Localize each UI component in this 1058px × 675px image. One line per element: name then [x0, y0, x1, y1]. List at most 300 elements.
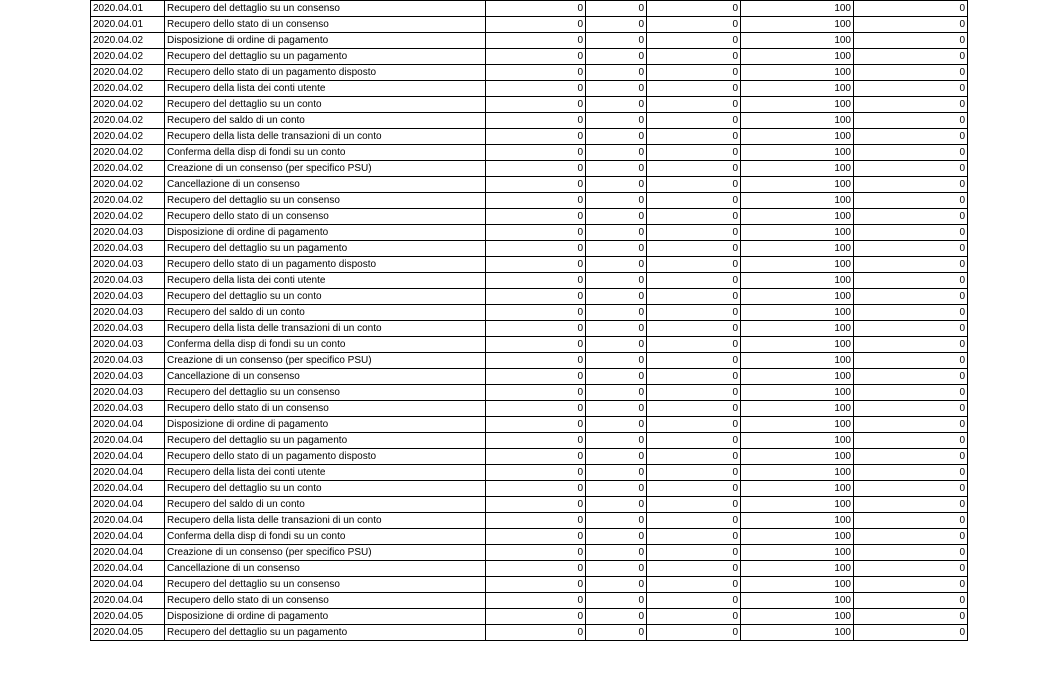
description-cell: Recupero della lista delle transazioni di un conto — [165, 129, 486, 145]
value-cell-4: 100 — [741, 465, 854, 481]
value-cell-3: 0 — [647, 97, 741, 113]
date-cell: 2020.04.01 — [91, 17, 165, 33]
date-cell: 2020.04.02 — [91, 65, 165, 81]
value-cell-2: 0 — [586, 593, 647, 609]
value-cell-1: 0 — [486, 65, 586, 81]
value-cell-1: 0 — [486, 305, 586, 321]
value-cell-2: 0 — [586, 193, 647, 209]
value-cell-3: 0 — [647, 561, 741, 577]
value-cell-4: 100 — [741, 401, 854, 417]
description-cell: Recupero dello stato di un consenso — [165, 593, 486, 609]
table-row — [91, 593, 968, 609]
value-cell-4: 100 — [741, 369, 854, 385]
value-cell-3: 0 — [647, 625, 741, 641]
date-cell: 2020.04.04 — [91, 497, 165, 513]
description-cell: Conferma della disp di fondi su un conto — [165, 337, 486, 353]
value-cell-2: 0 — [586, 145, 647, 161]
value-cell-5: 0 — [854, 305, 968, 321]
value-cell-3: 0 — [647, 33, 741, 49]
date-cell: 2020.04.02 — [91, 97, 165, 113]
value-cell-4: 100 — [741, 609, 854, 625]
value-cell-4: 100 — [741, 337, 854, 353]
value-cell-1: 0 — [486, 417, 586, 433]
table-row — [91, 17, 968, 33]
value-cell-5: 0 — [854, 113, 968, 129]
value-cell-1: 0 — [486, 145, 586, 161]
value-cell-3: 0 — [647, 609, 741, 625]
value-cell-1: 0 — [486, 465, 586, 481]
value-cell-5: 0 — [854, 321, 968, 337]
value-cell-2: 0 — [586, 113, 647, 129]
date-cell: 2020.04.03 — [91, 241, 165, 257]
date-cell: 2020.04.04 — [91, 465, 165, 481]
value-cell-1: 0 — [486, 609, 586, 625]
value-cell-5: 0 — [854, 385, 968, 401]
value-cell-4: 100 — [741, 577, 854, 593]
description-cell: Recupero del dettaglio su un conto — [165, 481, 486, 497]
value-cell-1: 0 — [486, 529, 586, 545]
value-cell-2: 0 — [586, 209, 647, 225]
value-cell-4: 100 — [741, 353, 854, 369]
value-cell-4: 100 — [741, 529, 854, 545]
value-cell-5: 0 — [854, 497, 968, 513]
date-cell: 2020.04.02 — [91, 113, 165, 129]
table-row — [91, 369, 968, 385]
value-cell-4: 100 — [741, 305, 854, 321]
date-cell: 2020.04.03 — [91, 401, 165, 417]
table-row — [91, 353, 968, 369]
value-cell-1: 0 — [486, 97, 586, 113]
value-cell-4: 100 — [741, 449, 854, 465]
value-cell-2: 0 — [586, 545, 647, 561]
table-row — [91, 337, 968, 353]
value-cell-4: 100 — [741, 545, 854, 561]
value-cell-5: 0 — [854, 433, 968, 449]
value-cell-3: 0 — [647, 257, 741, 273]
value-cell-1: 0 — [486, 433, 586, 449]
value-cell-4: 100 — [741, 241, 854, 257]
value-cell-3: 0 — [647, 353, 741, 369]
value-cell-2: 0 — [586, 161, 647, 177]
date-cell: 2020.04.02 — [91, 193, 165, 209]
description-cell: Recupero dello stato di un consenso — [165, 401, 486, 417]
value-cell-1: 0 — [486, 577, 586, 593]
value-cell-4: 100 — [741, 161, 854, 177]
value-cell-1: 0 — [486, 81, 586, 97]
value-cell-5: 0 — [854, 17, 968, 33]
value-cell-3: 0 — [647, 593, 741, 609]
value-cell-2: 0 — [586, 241, 647, 257]
table-row — [91, 81, 968, 97]
value-cell-3: 0 — [647, 417, 741, 433]
table-row — [91, 385, 968, 401]
value-cell-3: 0 — [647, 369, 741, 385]
value-cell-5: 0 — [854, 225, 968, 241]
value-cell-2: 0 — [586, 481, 647, 497]
value-cell-2: 0 — [586, 17, 647, 33]
value-cell-4: 100 — [741, 321, 854, 337]
value-cell-2: 0 — [586, 385, 647, 401]
table-row — [91, 465, 968, 481]
value-cell-5: 0 — [854, 145, 968, 161]
description-cell: Conferma della disp di fondi su un conto — [165, 145, 486, 161]
value-cell-3: 0 — [647, 321, 741, 337]
value-cell-3: 0 — [647, 129, 741, 145]
value-cell-2: 0 — [586, 497, 647, 513]
value-cell-5: 0 — [854, 609, 968, 625]
date-cell: 2020.04.02 — [91, 81, 165, 97]
value-cell-5: 0 — [854, 33, 968, 49]
value-cell-3: 0 — [647, 305, 741, 321]
value-cell-5: 0 — [854, 65, 968, 81]
description-cell: Disposizione di ordine di pagamento — [165, 33, 486, 49]
value-cell-2: 0 — [586, 321, 647, 337]
value-cell-1: 0 — [486, 513, 586, 529]
value-cell-1: 0 — [486, 545, 586, 561]
value-cell-5: 0 — [854, 337, 968, 353]
description-cell: Recupero del dettaglio su un pagamento — [165, 241, 486, 257]
table-row — [91, 545, 968, 561]
value-cell-4: 100 — [741, 1, 854, 17]
value-cell-4: 100 — [741, 225, 854, 241]
date-cell: 2020.04.03 — [91, 385, 165, 401]
date-cell: 2020.04.03 — [91, 369, 165, 385]
value-cell-1: 0 — [486, 289, 586, 305]
value-cell-3: 0 — [647, 497, 741, 513]
value-cell-4: 100 — [741, 129, 854, 145]
date-cell: 2020.04.04 — [91, 481, 165, 497]
value-cell-1: 0 — [486, 193, 586, 209]
table-row — [91, 145, 968, 161]
description-cell: Disposizione di ordine di pagamento — [165, 225, 486, 241]
value-cell-3: 0 — [647, 545, 741, 561]
description-cell: Recupero del saldo di un conto — [165, 113, 486, 129]
table-row — [91, 401, 968, 417]
description-cell: Creazione di un consenso (per specifico PSU) — [165, 353, 486, 369]
description-cell: Cancellazione di un consenso — [165, 561, 486, 577]
description-cell: Disposizione di ordine di pagamento — [165, 417, 486, 433]
value-cell-3: 0 — [647, 513, 741, 529]
table-row — [91, 161, 968, 177]
table-row — [91, 257, 968, 273]
value-cell-5: 0 — [854, 369, 968, 385]
table-row — [91, 33, 968, 49]
description-cell: Recupero del dettaglio su un consenso — [165, 577, 486, 593]
value-cell-4: 100 — [741, 481, 854, 497]
value-cell-2: 0 — [586, 465, 647, 481]
value-cell-2: 0 — [586, 257, 647, 273]
date-cell: 2020.04.03 — [91, 257, 165, 273]
value-cell-1: 0 — [486, 161, 586, 177]
value-cell-5: 0 — [854, 417, 968, 433]
date-cell: 2020.04.02 — [91, 177, 165, 193]
value-cell-1: 0 — [486, 561, 586, 577]
value-cell-5: 0 — [854, 449, 968, 465]
value-cell-5: 0 — [854, 465, 968, 481]
value-cell-5: 0 — [854, 545, 968, 561]
description-cell: Recupero del dettaglio su un pagamento — [165, 433, 486, 449]
table-row — [91, 97, 968, 113]
value-cell-4: 100 — [741, 593, 854, 609]
value-cell-2: 0 — [586, 353, 647, 369]
table-row — [91, 449, 968, 465]
date-cell: 2020.04.04 — [91, 433, 165, 449]
value-cell-3: 0 — [647, 65, 741, 81]
table-row — [91, 177, 968, 193]
value-cell-5: 0 — [854, 481, 968, 497]
table-row — [91, 305, 968, 321]
date-cell: 2020.04.01 — [91, 1, 165, 17]
description-cell: Conferma della disp di fondi su un conto — [165, 529, 486, 545]
data-table — [90, 0, 968, 641]
table-row — [91, 609, 968, 625]
value-cell-5: 0 — [854, 129, 968, 145]
value-cell-2: 0 — [586, 417, 647, 433]
value-cell-3: 0 — [647, 433, 741, 449]
date-cell: 2020.04.04 — [91, 545, 165, 561]
description-cell: Recupero della lista dei conti utente — [165, 465, 486, 481]
value-cell-1: 0 — [486, 177, 586, 193]
value-cell-1: 0 — [486, 49, 586, 65]
description-cell: Recupero del saldo di un conto — [165, 305, 486, 321]
value-cell-4: 100 — [741, 289, 854, 305]
date-cell: 2020.04.02 — [91, 49, 165, 65]
value-cell-1: 0 — [486, 1, 586, 17]
description-cell: Recupero dello stato di un consenso — [165, 17, 486, 33]
table-row — [91, 497, 968, 513]
value-cell-2: 0 — [586, 609, 647, 625]
table-row — [91, 529, 968, 545]
value-cell-5: 0 — [854, 209, 968, 225]
table-row — [91, 1, 968, 17]
value-cell-5: 0 — [854, 289, 968, 305]
value-cell-5: 0 — [854, 577, 968, 593]
value-cell-4: 100 — [741, 49, 854, 65]
value-cell-1: 0 — [486, 481, 586, 497]
value-cell-1: 0 — [486, 337, 586, 353]
value-cell-5: 0 — [854, 401, 968, 417]
value-cell-3: 0 — [647, 465, 741, 481]
value-cell-1: 0 — [486, 401, 586, 417]
date-cell: 2020.04.04 — [91, 449, 165, 465]
value-cell-5: 0 — [854, 625, 968, 641]
description-cell: Creazione di un consenso (per specifico PSU) — [165, 161, 486, 177]
description-cell: Recupero dello stato di un pagamento disposto — [165, 449, 486, 465]
value-cell-4: 100 — [741, 417, 854, 433]
value-cell-3: 0 — [647, 17, 741, 33]
table-row — [91, 577, 968, 593]
value-cell-2: 0 — [586, 177, 647, 193]
value-cell-4: 100 — [741, 81, 854, 97]
table-row — [91, 49, 968, 65]
value-cell-1: 0 — [486, 113, 586, 129]
value-cell-5: 0 — [854, 561, 968, 577]
date-cell: 2020.04.04 — [91, 513, 165, 529]
description-cell: Recupero dello stato di un pagamento disposto — [165, 257, 486, 273]
value-cell-4: 100 — [741, 17, 854, 33]
table-row — [91, 561, 968, 577]
value-cell-3: 0 — [647, 577, 741, 593]
value-cell-1: 0 — [486, 497, 586, 513]
description-cell: Recupero dello stato di un consenso — [165, 209, 486, 225]
value-cell-4: 100 — [741, 193, 854, 209]
value-cell-4: 100 — [741, 433, 854, 449]
value-cell-2: 0 — [586, 401, 647, 417]
value-cell-2: 0 — [586, 33, 647, 49]
value-cell-2: 0 — [586, 529, 647, 545]
table-row — [91, 241, 968, 257]
date-cell: 2020.04.03 — [91, 289, 165, 305]
value-cell-4: 100 — [741, 561, 854, 577]
table-row — [91, 209, 968, 225]
date-cell: 2020.04.02 — [91, 145, 165, 161]
value-cell-5: 0 — [854, 193, 968, 209]
value-cell-1: 0 — [486, 385, 586, 401]
date-cell: 2020.04.04 — [91, 577, 165, 593]
value-cell-2: 0 — [586, 305, 647, 321]
table-row — [91, 113, 968, 129]
value-cell-1: 0 — [486, 625, 586, 641]
value-cell-3: 0 — [647, 529, 741, 545]
description-cell: Recupero della lista delle transazioni di un conto — [165, 321, 486, 337]
value-cell-5: 0 — [854, 353, 968, 369]
value-cell-3: 0 — [647, 161, 741, 177]
value-cell-2: 0 — [586, 577, 647, 593]
value-cell-2: 0 — [586, 513, 647, 529]
value-cell-2: 0 — [586, 561, 647, 577]
value-cell-1: 0 — [486, 273, 586, 289]
value-cell-4: 100 — [741, 513, 854, 529]
description-cell: Recupero del dettaglio su un pagamento — [165, 625, 486, 641]
value-cell-3: 0 — [647, 385, 741, 401]
description-cell: Recupero della lista delle transazioni di un conto — [165, 513, 486, 529]
value-cell-3: 0 — [647, 273, 741, 289]
value-cell-1: 0 — [486, 225, 586, 241]
value-cell-1: 0 — [486, 129, 586, 145]
table-row — [91, 417, 968, 433]
value-cell-2: 0 — [586, 289, 647, 305]
value-cell-1: 0 — [486, 321, 586, 337]
date-cell: 2020.04.04 — [91, 529, 165, 545]
value-cell-3: 0 — [647, 225, 741, 241]
value-cell-1: 0 — [486, 17, 586, 33]
value-cell-5: 0 — [854, 593, 968, 609]
value-cell-5: 0 — [854, 529, 968, 545]
description-cell: Recupero dello stato di un pagamento disposto — [165, 65, 486, 81]
value-cell-4: 100 — [741, 65, 854, 81]
value-cell-3: 0 — [647, 289, 741, 305]
description-cell: Recupero della lista dei conti utente — [165, 81, 486, 97]
value-cell-5: 0 — [854, 257, 968, 273]
value-cell-1: 0 — [486, 593, 586, 609]
value-cell-2: 0 — [586, 273, 647, 289]
description-cell: Recupero del dettaglio su un pagamento — [165, 49, 486, 65]
date-cell: 2020.04.03 — [91, 353, 165, 369]
value-cell-5: 0 — [854, 241, 968, 257]
value-cell-3: 0 — [647, 113, 741, 129]
date-cell: 2020.04.05 — [91, 625, 165, 641]
value-cell-3: 0 — [647, 241, 741, 257]
value-cell-1: 0 — [486, 257, 586, 273]
table-body — [91, 1, 968, 641]
table-row — [91, 273, 968, 289]
value-cell-3: 0 — [647, 193, 741, 209]
value-cell-5: 0 — [854, 513, 968, 529]
date-cell: 2020.04.02 — [91, 33, 165, 49]
value-cell-3: 0 — [647, 145, 741, 161]
value-cell-2: 0 — [586, 433, 647, 449]
value-cell-1: 0 — [486, 353, 586, 369]
date-cell: 2020.04.03 — [91, 225, 165, 241]
description-cell: Creazione di un consenso (per specifico PSU) — [165, 545, 486, 561]
description-cell: Recupero del dettaglio su un consenso — [165, 1, 486, 17]
value-cell-3: 0 — [647, 481, 741, 497]
table-row — [91, 321, 968, 337]
value-cell-4: 100 — [741, 145, 854, 161]
date-cell: 2020.04.02 — [91, 209, 165, 225]
value-cell-1: 0 — [486, 241, 586, 257]
date-cell: 2020.04.05 — [91, 609, 165, 625]
description-cell: Disposizione di ordine di pagamento — [165, 609, 486, 625]
value-cell-4: 100 — [741, 385, 854, 401]
description-cell: Recupero del dettaglio su un consenso — [165, 385, 486, 401]
value-cell-2: 0 — [586, 97, 647, 113]
value-cell-5: 0 — [854, 97, 968, 113]
table-row — [91, 193, 968, 209]
value-cell-3: 0 — [647, 81, 741, 97]
value-cell-3: 0 — [647, 337, 741, 353]
description-cell: Cancellazione di un consenso — [165, 177, 486, 193]
table-row — [91, 65, 968, 81]
value-cell-2: 0 — [586, 49, 647, 65]
value-cell-2: 0 — [586, 65, 647, 81]
value-cell-4: 100 — [741, 625, 854, 641]
value-cell-4: 100 — [741, 113, 854, 129]
value-cell-2: 0 — [586, 81, 647, 97]
table-row — [91, 513, 968, 529]
value-cell-1: 0 — [486, 449, 586, 465]
description-cell: Recupero del saldo di un conto — [165, 497, 486, 513]
value-cell-1: 0 — [486, 33, 586, 49]
value-cell-1: 0 — [486, 369, 586, 385]
description-cell: Recupero del dettaglio su un conto — [165, 97, 486, 113]
table-row — [91, 289, 968, 305]
value-cell-2: 0 — [586, 369, 647, 385]
value-cell-2: 0 — [586, 225, 647, 241]
value-cell-3: 0 — [647, 177, 741, 193]
date-cell: 2020.04.02 — [91, 129, 165, 145]
value-cell-5: 0 — [854, 273, 968, 289]
value-cell-2: 0 — [586, 1, 647, 17]
description-cell: Cancellazione di un consenso — [165, 369, 486, 385]
date-cell: 2020.04.03 — [91, 273, 165, 289]
value-cell-3: 0 — [647, 209, 741, 225]
date-cell: 2020.04.02 — [91, 161, 165, 177]
value-cell-4: 100 — [741, 177, 854, 193]
value-cell-3: 0 — [647, 49, 741, 65]
table-row — [91, 481, 968, 497]
value-cell-2: 0 — [586, 449, 647, 465]
date-cell: 2020.04.03 — [91, 337, 165, 353]
value-cell-3: 0 — [647, 401, 741, 417]
value-cell-4: 100 — [741, 257, 854, 273]
value-cell-4: 100 — [741, 273, 854, 289]
value-cell-4: 100 — [741, 97, 854, 113]
value-cell-4: 100 — [741, 209, 854, 225]
date-cell: 2020.04.03 — [91, 321, 165, 337]
value-cell-2: 0 — [586, 337, 647, 353]
table-row — [91, 225, 968, 241]
